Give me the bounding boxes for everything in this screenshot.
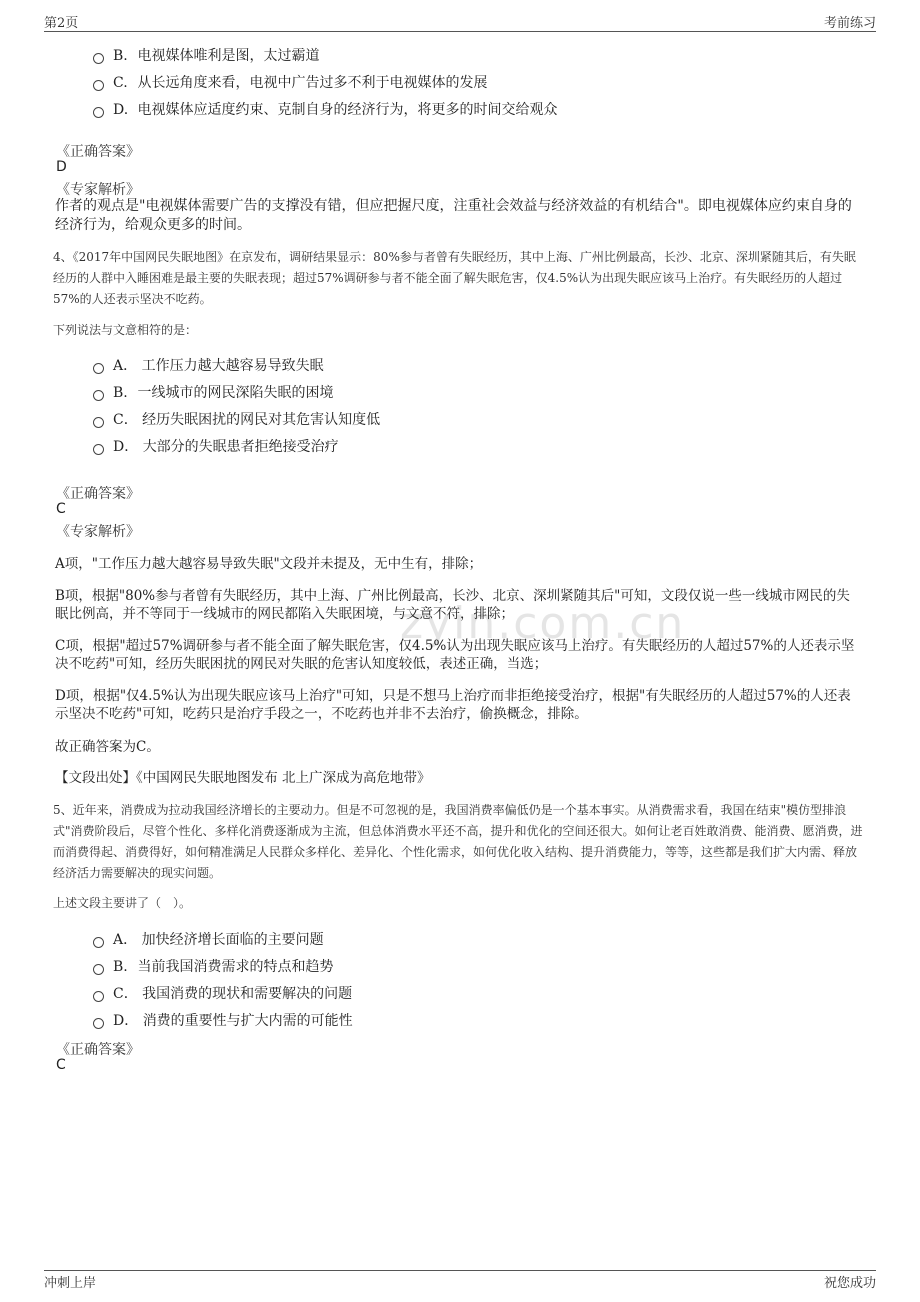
radio-icon[interactable] [93, 390, 104, 401]
q5-option-d[interactable]: D． 消费的重要性与扩大内需的可能性 [93, 1010, 353, 1032]
radio-icon[interactable] [93, 991, 104, 1002]
header-title: 考前练习 [823, 16, 876, 31]
radio-icon[interactable] [93, 107, 104, 118]
q4-explanation-a: A项，"工作压力越大越容易导致失眠"文段并未提及，无中生有，排除； [55, 556, 483, 572]
q3-option-b[interactable]: B. 电视媒体唯利是图，太过霸道 [93, 45, 319, 67]
radio-icon[interactable] [93, 80, 104, 91]
q4-explanation-c: C项，根据"超过57%调研参与者不能全面了解失眠危害，仅4.5%认为出现失眠应该马上治疗。有失眠经历的人超过57%的人还表示坚决不吃药"可知，经历失眠困扰的网民对失眠的危害认知度较低，表述正确，当选； [55, 638, 855, 672]
q4-option-d[interactable]: D． 大部分的失眠患者拒绝接受治疗 [93, 436, 339, 458]
q4-explanation-d: D项，根据"仅4.5%认为出现失眠应该马上治疗"可知，只是不想马上治疗而非拒绝接受治疗，根据"有失眠经历的人超过57%的人还表示坚决不吃药"可知，吃药只是治疗手段之一，不吃药也并非不去治疗，偷换概念，排除。 [55, 688, 851, 722]
footer-right: 祝您成功 [823, 1276, 876, 1291]
q3-answer: D [56, 159, 67, 175]
q3-option-c[interactable]: C. 从长远角度来看，电视中广告过多不利于电视媒体的发展 [93, 72, 487, 94]
radio-icon[interactable] [93, 363, 104, 374]
page-header [44, 12, 876, 30]
q3-answer-label: 《正确答案》 [56, 144, 140, 160]
q4-explanation-b: B项，根据"80%参与者曾有失眠经历，其中上海、广州比例最高，长沙、北京、深圳紧随其后"可知，文段仅说一些一线城市网民的失眠比例高，并不等同于一线城市的网民都陷入失眠困境，与文意不符，排除； [55, 588, 850, 622]
q4-conclusion: 故正确答案为C。 [55, 739, 160, 755]
q5-prompt: 上述文段主要讲了（ ）。 [53, 896, 192, 910]
page-number: 第2页 [44, 16, 79, 31]
q4-option-b[interactable]: B. 一线城市的网民深陷失眠的困境 [93, 382, 333, 404]
radio-icon[interactable] [93, 444, 104, 455]
footer-divider [44, 1270, 876, 1271]
q3-option-d[interactable]: D. 电视媒体应适度约束、克制自身的经济行为，将更多的时间交给观众 [93, 99, 557, 121]
radio-icon[interactable] [93, 964, 104, 975]
footer-left: 冲刺上岸 [44, 1276, 97, 1291]
q4-prompt: 下列说法与文意相符的是： [53, 323, 198, 337]
q4-source: 【文段出处】《中国网民失眠地图发布 北上广深成为高危地带》 [55, 770, 431, 786]
header-divider [44, 31, 876, 32]
q5-answer: C [56, 1057, 66, 1073]
radio-icon[interactable] [93, 1018, 104, 1029]
q4-answer-label: 《正确答案》 [56, 486, 140, 502]
q5-option-a[interactable]: A． 加快经济增长面临的主要问题 [93, 929, 324, 951]
q5-stem: 5、近年来，消费成为拉动我国经济增长的主要动力。但是不可忽视的是，我国消费率偏低仍是一个基本事实。从消费需求看，我国在结束"模仿型排浪式"消费阶段后，尽管个性化、多样化消费逐渐成为主流，但总体消费水平还不高，提升和优化的空间还很大。如何让老百姓敢消费、能消费、愿消费，进而消费得起、消费得好，如何精准满足人民群众多样化、差异化、个性化需求，如何优化收入结构、提升消费能力，等等，这些都是我们扩大内需、释放经济活力需要解决的现实问题。 [53, 803, 863, 880]
q4-stem: 4、《2017年中国网民失眠地图》在京发布，调研结果显示：80%参与者曾有失眠经历，其中上海、广州比例最高，长沙、北京、深圳紧随其后，有失眠经历的人群中入睡困难是最主要的失眠表现；超过57%调研参与者不能全面了解失眠危害，仅4.5%认为出现失眠应该马上治疗。有失眠经历的人超过57%的人还表示坚决不吃药。 [53, 250, 856, 306]
page-footer [44, 1272, 876, 1290]
q4-option-a[interactable]: A． 工作压力越大越容易导致失眠 [93, 355, 324, 377]
radio-icon[interactable] [93, 417, 104, 428]
radio-icon[interactable] [93, 53, 104, 64]
q3-analysis-label: 《专家解析》 [56, 182, 140, 198]
q4-analysis-label: 《专家解析》 [56, 524, 140, 540]
q5-option-b[interactable]: B. 当前我国消费需求的特点和趋势 [93, 956, 333, 978]
q3-analysis: 作者的观点是"电视媒体需要广告的支撑没有错，但应把握尺度，注重社会效益与经济效益的有机结合"。即电视媒体应约束自身的经济行为，给观众更多的时间。 [55, 198, 852, 233]
watermark: zyin.com.cn [400, 598, 686, 649]
q4-answer: C [56, 501, 66, 517]
q5-answer-label: 《正确答案》 [56, 1042, 140, 1058]
q4-option-c[interactable]: C． 经历失眠困扰的网民对其危害认知度低 [93, 409, 380, 431]
q5-option-c[interactable]: C． 我国消费的现状和需要解决的问题 [93, 983, 352, 1005]
radio-icon[interactable] [93, 937, 104, 948]
